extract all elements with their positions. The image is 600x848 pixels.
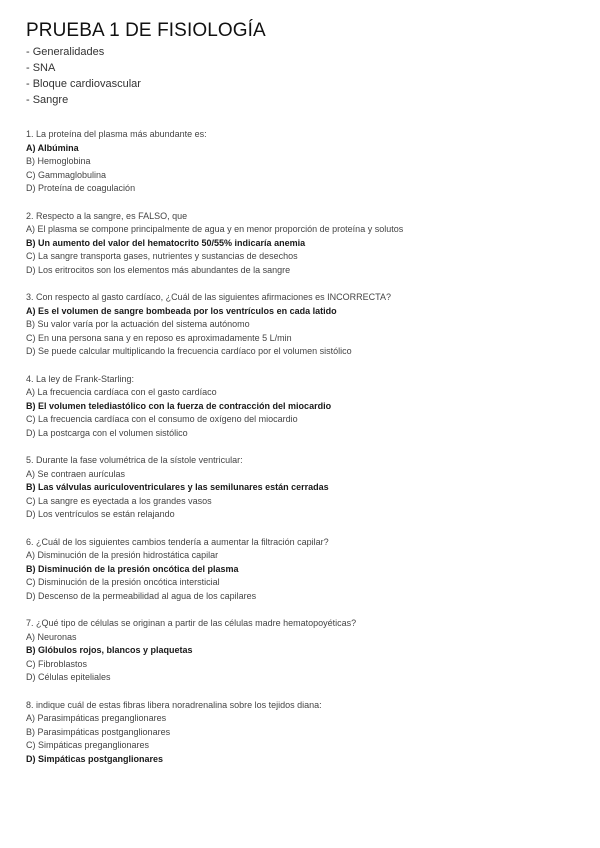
- question-block: [26, 373, 574, 441]
- topic-item: - Generalidades: [26, 46, 105, 58]
- answer-option: D) Proteína de coagulación: [26, 183, 136, 193]
- answer-option: D) Descenso de la permeabilidad al agua de los capilares: [26, 590, 257, 601]
- question-block: [26, 536, 574, 604]
- question-text: 6. ¿Cuál de los siguientes cambios tendería a aumentar la filtración capilar?: [26, 536, 329, 547]
- answer-option: C) La frecuencia cardíaca con el consumo de oxígeno del miocardio: [26, 414, 298, 424]
- answer-option: D) Células epiteliales: [26, 672, 111, 682]
- page-title: PRUEBA 1 DE FISIOLOGÍA: [26, 20, 266, 41]
- answer-option-correct: B) Un aumento del valor del hematocrito 50/55% indicaría anemia: [26, 237, 306, 248]
- answer-option: D) Se puede calcular multiplicando la frecuencia cardíaco por el volumen sistólico: [26, 346, 352, 356]
- answer-option: A) La frecuencia cardíaca con el gasto cardíaco: [26, 387, 217, 397]
- answer-option: D) Los eritrocitos son los elementos más abundantes de la sangre: [26, 264, 291, 275]
- answer-option: C) Simpáticas preganglionares: [26, 740, 150, 750]
- answer-option: D) Los ventrículos se están relajando: [26, 509, 175, 519]
- question-text: 3. Con respecto al gasto cardíaco, ¿Cuál de las siguientes afirmaciones es INCORRECTA?: [26, 292, 391, 302]
- answer-option-correct: B) Disminución de la presión oncótica del plasma: [26, 563, 239, 574]
- topic-list: [26, 44, 574, 108]
- answer-option: A) Neuronas: [26, 631, 77, 642]
- answer-option-correct: D) Simpáticas postganglionares: [26, 753, 164, 764]
- answer-option: C) Fibroblastos: [26, 658, 88, 669]
- answer-option: C) Gammaglobulina: [26, 169, 107, 180]
- question-block: [26, 291, 574, 359]
- topic-item: - Bloque cardiovascular: [26, 78, 141, 90]
- answer-option: B) Su valor varía por la actuación del sistema autónomo: [26, 319, 250, 329]
- answer-option-correct: A) Es el volumen de sangre bombeada por los ventrículos en cada latido: [26, 305, 337, 316]
- answer-option-correct: A) Albúmina: [26, 142, 79, 153]
- answer-option: C) Disminución de la presión oncótica intersticial: [26, 577, 220, 587]
- answer-option: A) El plasma se compone principalmente de agua y en menor proporción de proteína y solutos: [26, 224, 404, 234]
- question-text: 7. ¿Qué tipo de células se originan a partir de las células madre hematopoyéticas?: [26, 618, 357, 628]
- answer-option-correct: B) Glóbulos rojos, blancos y plaquetas: [26, 645, 193, 655]
- answer-option: B) Hemoglobina: [26, 156, 91, 166]
- question-list: [26, 128, 574, 766]
- answer-option: C) La sangre es eyectada a los grandes vasos: [26, 495, 212, 506]
- answer-option: C) En una persona sana y en reposo es aproximadamente 5 L/min: [26, 332, 292, 343]
- question-text: 4. La ley de Frank-Starling:: [26, 373, 135, 384]
- answer-option: A) Parasimpáticas preganglionares: [26, 713, 167, 723]
- answer-option: B) Parasimpáticas postganglionares: [26, 726, 171, 737]
- question-block: [26, 617, 574, 685]
- answer-option-correct: B) Las válvulas auriculoventriculares y las semilunares están cerradas: [26, 482, 329, 492]
- question-text: 5. Durante la fase volumétrica de la sístole ventricular:: [26, 455, 243, 465]
- answer-option: A) Se contraen aurículas: [26, 468, 126, 479]
- question-text: 8. indique cuál de estas fibras libera noradrenalina sobre los tejidos diana:: [26, 699, 322, 710]
- topic-item: - SNA: [26, 62, 56, 74]
- question-text: 2. Respecto a la sangre, es FALSO, que: [26, 210, 188, 221]
- answer-option: A) Disminución de la presión hidrostática capilar: [26, 550, 219, 560]
- topic-item: - Sangre: [26, 94, 69, 106]
- question-block: [26, 699, 574, 767]
- answer-option: D) La postcarga con el volumen sistólico: [26, 427, 188, 438]
- question-block: [26, 210, 574, 278]
- answer-option: C) La sangre transporta gases, nutrientes y sustancias de desechos: [26, 251, 298, 261]
- question-block: [26, 454, 574, 522]
- answer-option-correct: B) El volumen telediastólico con la fuerza de contracción del miocardio: [26, 400, 332, 411]
- question-text: 1. La proteína del plasma más abundante es:: [26, 129, 207, 139]
- question-block: [26, 128, 574, 196]
